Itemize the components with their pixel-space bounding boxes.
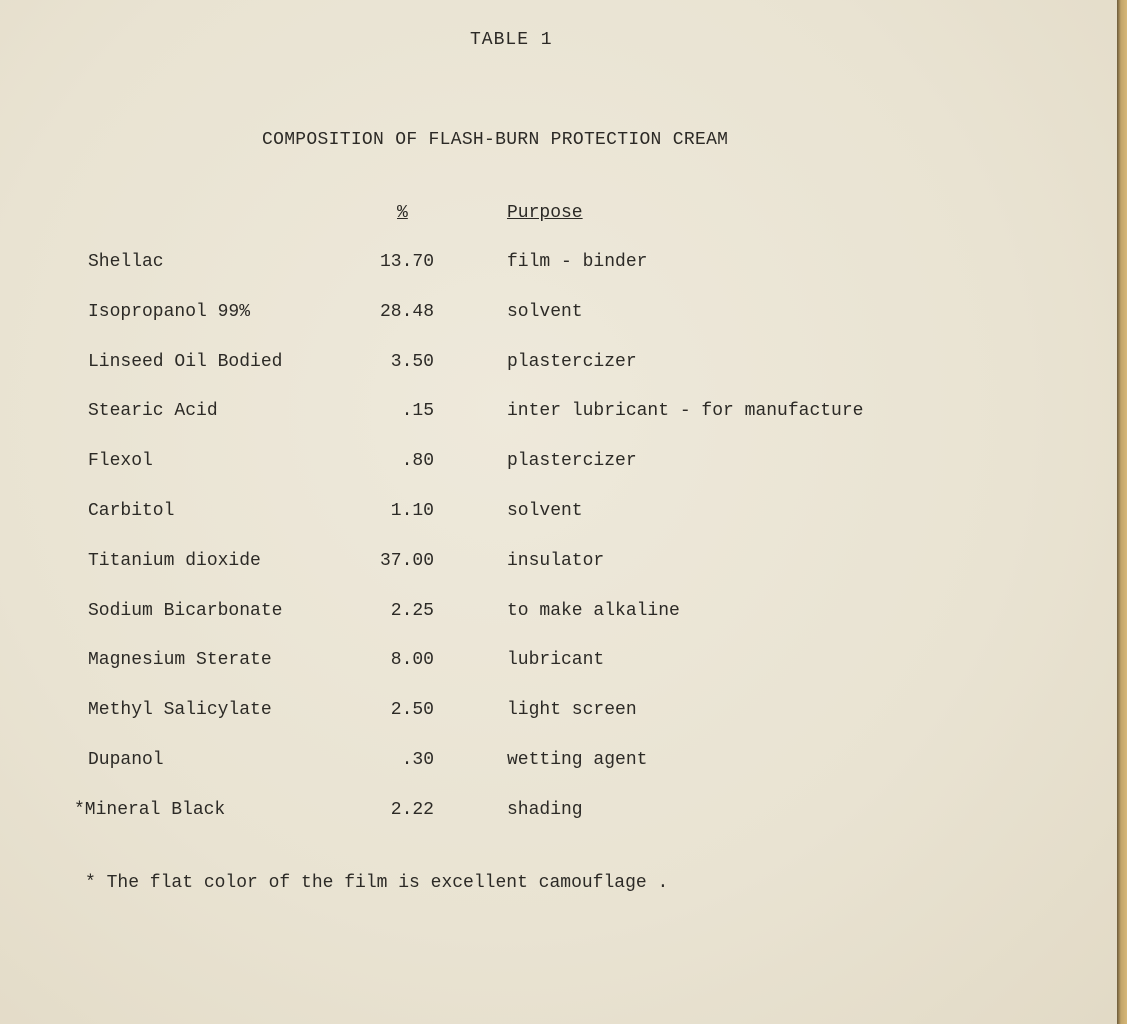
ingredient-name: Titanium dioxide [88, 550, 261, 571]
ingredient-purpose: insulator [507, 550, 605, 571]
column-header-percent: % [397, 203, 408, 223]
ingredient-percent: 28.48 [379, 301, 434, 322]
ingredient-percent: 37.00 [379, 550, 434, 571]
ingredient-purpose: film - binder [507, 252, 648, 272]
ingredient-name: Shellac [88, 252, 164, 272]
ingredient-name: Methyl Salicylate [88, 700, 272, 721]
ingredient-purpose: inter lubricant - for manufacture [507, 401, 864, 422]
composition-table [0, 252, 1117, 850]
column-header-purpose: Purpose [507, 203, 583, 223]
ingredient-purpose: light screen [507, 700, 637, 721]
ingredient-purpose: plastercizer [507, 451, 637, 472]
table-subtitle: COMPOSITION OF FLASH-BURN PROTECTION CREAM [262, 130, 729, 150]
table-row [0, 750, 1117, 800]
ingredient-name: Magnesium Sterate [88, 650, 272, 671]
ingredient-percent: 2.25 [390, 600, 434, 621]
ingredient-name: Dupanol [88, 749, 164, 770]
ingredient-name: *Mineral Black [74, 799, 226, 820]
ingredient-name: Stearic Acid [88, 401, 218, 422]
table-row [0, 501, 1117, 551]
ingredient-percent: 2.22 [390, 799, 434, 820]
table-row [0, 352, 1117, 402]
table-footnote: * The flat color of the film is excellent camouflage . [85, 873, 669, 893]
ingredient-purpose: solvent [507, 500, 583, 521]
ingredient-percent: 8.00 [390, 650, 434, 671]
ingredient-percent: .80 [401, 451, 434, 472]
ingredient-percent: 13.70 [379, 252, 434, 272]
ingredient-percent: 1.10 [390, 500, 434, 521]
ingredient-purpose: solvent [507, 301, 583, 322]
ingredient-percent: 3.50 [390, 351, 434, 372]
ingredient-percent: .15 [401, 401, 434, 422]
ingredient-purpose: lubricant [507, 650, 605, 671]
table-row [0, 650, 1117, 700]
page-edge [1117, 0, 1127, 1024]
ingredient-percent: .30 [401, 749, 434, 770]
table-row [0, 800, 1117, 850]
table-row [0, 601, 1117, 651]
ingredient-percent: 2.50 [390, 700, 434, 721]
table-row [0, 451, 1117, 501]
ingredient-name: Carbitol [88, 500, 175, 521]
ingredient-purpose: shading [507, 799, 583, 820]
table-row [0, 401, 1117, 451]
ingredient-purpose: plastercizer [507, 351, 637, 372]
table-row [0, 302, 1117, 352]
ingredient-name: Flexol [88, 451, 153, 472]
ingredient-purpose: to make alkaline [507, 600, 680, 621]
ingredient-name: Linseed Oil Bodied [88, 351, 283, 372]
table-row [0, 551, 1117, 601]
table-row [0, 252, 1117, 302]
ingredient-purpose: wetting agent [507, 749, 648, 770]
table-title: TABLE 1 [470, 30, 553, 50]
table-row [0, 700, 1117, 750]
ingredient-name: Sodium Bicarbonate [88, 600, 283, 621]
ingredient-name: Isopropanol 99% [88, 301, 251, 322]
